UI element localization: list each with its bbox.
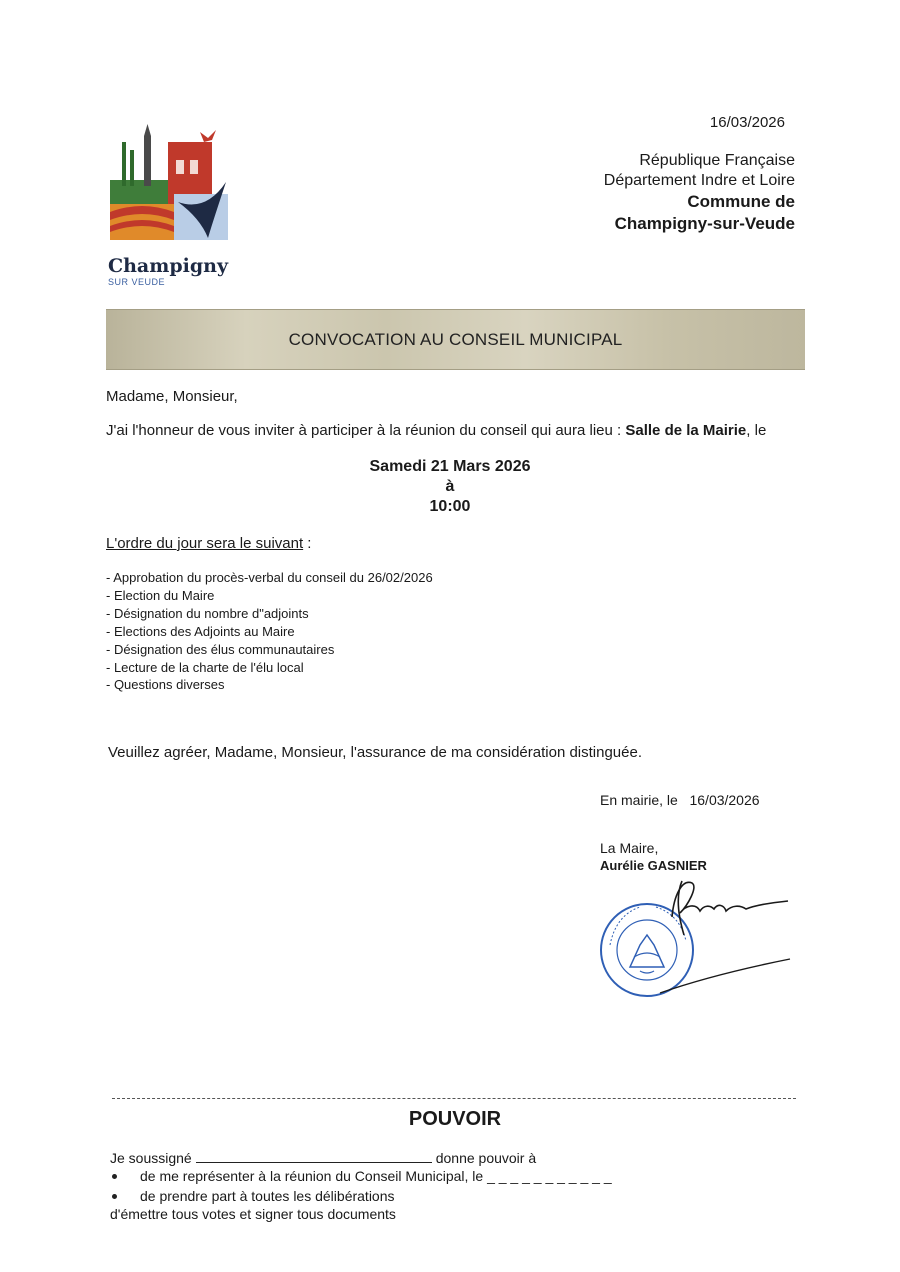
commune-logo [108, 120, 238, 287]
header-address [520, 151, 795, 235]
pouvoir-bullet-1-text: de me représenter à la réunion du Conseil Municipal, le _ _ _ _ _ _ _ _ _ _ _ [140, 1168, 612, 1184]
department-line: Département Indre et Loire [603, 172, 795, 189]
salutation: Madame, Monsieur, [106, 388, 238, 405]
republic-line: République Française [639, 152, 795, 169]
meeting-datetime [300, 457, 600, 517]
agenda-list [106, 569, 433, 694]
document-date: 16/03/2026 [709, 114, 785, 131]
pouvoir-line-end: donne pouvoir à [435, 1150, 537, 1166]
agenda-item: - Désignation du nombre d"adjoints [106, 605, 309, 621]
invitation-sentence [106, 422, 766, 439]
title-banner [106, 309, 805, 370]
official-stamp-icon [600, 875, 800, 1000]
agenda-title: L'ordre du jour sera le suivant [106, 535, 304, 552]
bullet-icon [112, 1194, 117, 1199]
agenda-item: - Désignation des élus communautaires [106, 641, 335, 657]
meeting-time: 10:00 [429, 498, 471, 515]
pouvoir-bullet-2-text: de prendre part à toutes les délibérations [140, 1188, 395, 1204]
agenda-colon: : [303, 535, 312, 552]
agenda-item: - Elections des Adjoints au Maire [106, 623, 295, 639]
pouvoir-last-line: d'émettre tous votes et signer tous documents [110, 1206, 396, 1222]
name-blank-field[interactable] [196, 1150, 432, 1163]
cut-line [112, 1098, 796, 1099]
pouvoir-bullet-1 [112, 1168, 612, 1184]
signer-block [600, 840, 707, 874]
agenda-item: - Approbation du procès-verbal du conseil du 26/02/2026 [106, 570, 433, 585]
pouvoir-line-start: Je soussigné [110, 1150, 192, 1166]
mayor-stamp-and-signature [600, 875, 800, 1000]
invite-place: Salle de la Mairie [625, 422, 747, 439]
agenda-item: - Election du Maire [106, 587, 215, 603]
meeting-date: Samedi 21 Mars 2026 [369, 458, 531, 475]
commune-line-1: Commune de [687, 192, 795, 211]
agenda-heading [106, 535, 311, 552]
bullet-icon [112, 1174, 117, 1179]
pouvoir-bullet-2 [112, 1188, 395, 1204]
agenda-item: - Questions diverses [106, 677, 225, 693]
logo-emblem-icon [108, 120, 238, 250]
invite-suffix: , le [746, 422, 767, 439]
logo-name: Champigny [108, 255, 228, 277]
pouvoir-name-line [110, 1150, 536, 1166]
meeting-at: à [445, 478, 455, 495]
signature-place-date: En mairie, le 16/03/2026 [600, 792, 760, 808]
closing-sentence: Veuillez agréer, Madame, Monsieur, l'assurance de ma considération distinguée. [108, 744, 643, 761]
invite-text: J'ai l'honneur de vous inviter à participer à la réunion du conseil qui aura lieu : [106, 422, 626, 439]
logo-subtitle: SUR VEUDE [108, 277, 166, 287]
commune-line-2: Champigny-sur-Veude [614, 214, 795, 233]
agenda-item: - Lecture de la charte de l'élu local [106, 659, 304, 675]
signer-name: Aurélie GASNIER [600, 858, 707, 873]
pouvoir-title: POUVOIR [408, 1108, 502, 1130]
banner-title: CONVOCATION AU CONSEIL MUNICIPAL [288, 329, 623, 349]
signer-role: La Maire, [600, 840, 659, 856]
